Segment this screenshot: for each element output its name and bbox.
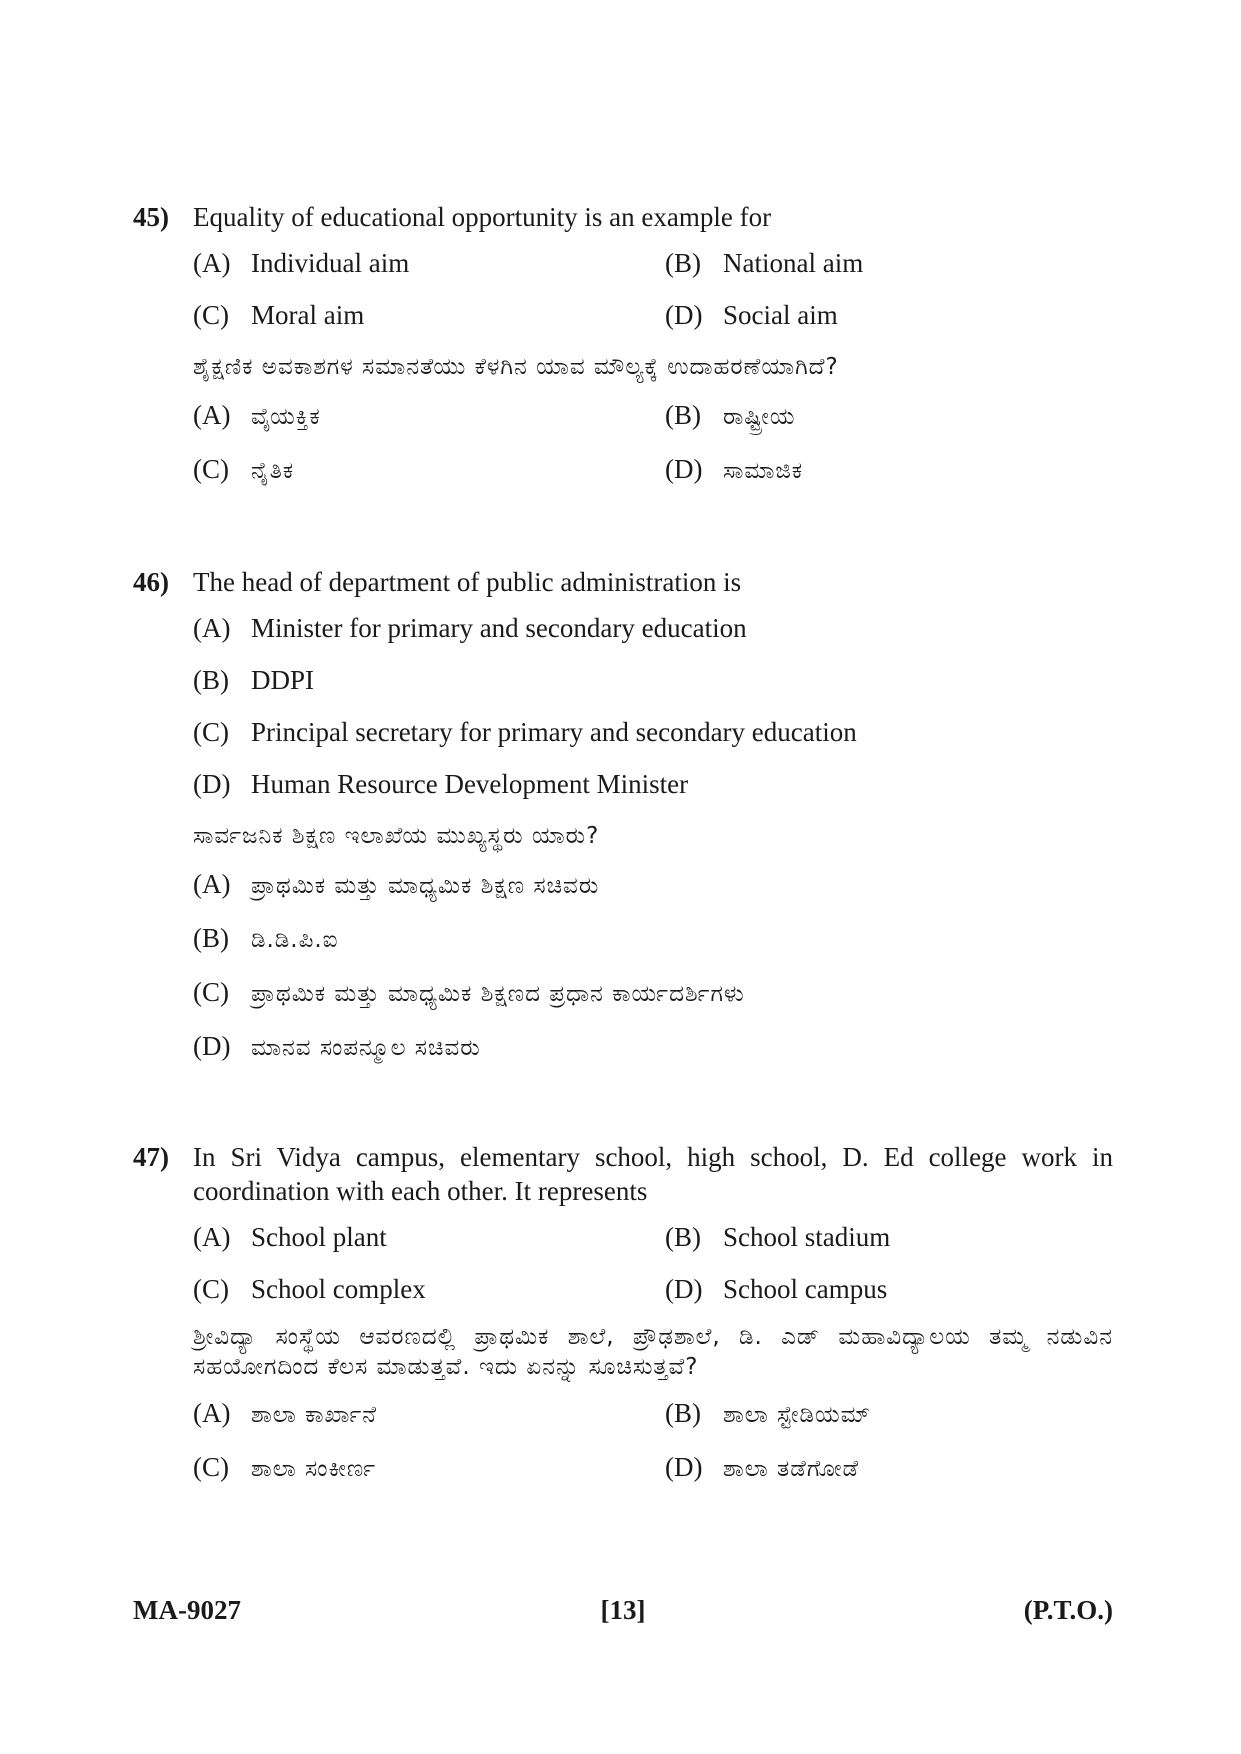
option-a-kannada — [193, 1396, 665, 1432]
option-text: School stadium — [723, 1222, 891, 1252]
option-c — [193, 298, 665, 332]
paper-code: MA-9027 — [133, 1595, 241, 1625]
option-text: Moral aim — [251, 300, 365, 330]
option-label: (C) — [193, 717, 229, 747]
question-number: 46) — [133, 567, 169, 597]
option-label: (B) — [665, 248, 701, 278]
option-text: ರಾಷ್ಟ್ರೀಯ — [723, 404, 796, 430]
option-c — [193, 1272, 665, 1306]
option-text: ಮಾನವ ಸಂಪನ್ಮೂಲ ಸಚಿವರು — [251, 1035, 481, 1061]
option-text: Principal secretary for primary and secondary education — [251, 717, 857, 747]
option-a — [193, 1220, 665, 1254]
option-label: (C) — [193, 1452, 229, 1482]
option-a-kannada — [193, 867, 1113, 903]
option-text: Individual aim — [251, 248, 410, 278]
option-d-kannada — [665, 452, 1113, 488]
question-number: 45) — [133, 202, 169, 232]
option-text: School plant — [251, 1222, 387, 1252]
option-label: (C) — [193, 1274, 229, 1304]
option-text: ಶಾಲಾ ಕಾರ್ಖಾನೆ — [251, 1402, 378, 1428]
option-label: (B) — [665, 1222, 701, 1252]
option-b — [665, 246, 1113, 280]
option-text: National aim — [723, 248, 864, 278]
option-text: ನೈತಿಕ — [251, 458, 295, 484]
please-turn-over: (P.T.O.) — [1023, 1595, 1113, 1625]
option-c — [193, 715, 1113, 749]
option-a — [193, 246, 665, 280]
option-label: (A) — [193, 1398, 231, 1428]
option-text: ಶಾಲಾ ತಡೆಗೋಡೆ — [723, 1456, 860, 1482]
option-b-kannada — [193, 921, 1113, 957]
question-text: The head of department of public administration is — [193, 567, 742, 597]
option-text: Human Resource Development Minister — [251, 769, 689, 799]
option-label: (C) — [193, 454, 229, 484]
question-47 — [133, 1140, 1113, 1486]
option-c-kannada — [193, 452, 665, 488]
option-label: (D) — [665, 1274, 703, 1304]
question-stem — [133, 1140, 1113, 1208]
option-label: (A) — [193, 400, 231, 430]
options-english — [193, 611, 1113, 801]
option-label: (C) — [193, 977, 229, 1007]
option-text: DDPI — [251, 665, 315, 695]
page-footer — [133, 1595, 1113, 1635]
option-text: School complex — [251, 1274, 426, 1304]
option-d-kannada — [193, 1029, 1113, 1065]
options-kannada — [193, 1396, 1113, 1486]
option-d — [665, 1272, 1113, 1306]
question-number: 47) — [133, 1142, 169, 1172]
option-label: (D) — [665, 1452, 703, 1482]
question-46 — [133, 565, 1113, 1065]
option-text: School campus — [723, 1274, 888, 1304]
page-number: [13] — [600, 1595, 646, 1625]
question-45 — [133, 200, 1113, 488]
option-d-kannada — [665, 1450, 1113, 1486]
options-kannada — [193, 398, 1113, 488]
option-text: ಡಿ.ಡಿ.ಪಿ.ಐ — [251, 927, 339, 953]
option-label: (A) — [193, 1222, 231, 1252]
option-text: ಸಾಮಾಜಿಕ — [723, 458, 804, 484]
options-kannada — [193, 867, 1113, 1065]
option-label: (B) — [665, 1398, 701, 1428]
option-text: Minister for primary and secondary education — [251, 613, 747, 643]
option-label: (D) — [193, 769, 231, 799]
option-label: (D) — [665, 300, 703, 330]
option-text: ಪ್ರಾಥಮಿಕ ಮತ್ತು ಮಾಧ್ಯಮಿಕ ಶಿಕ್ಷಣ ಸಚಿವರು — [251, 873, 600, 899]
option-b — [193, 663, 1113, 697]
question-text: In Sri Vidya campus, elementary school, high school, D. Ed college work in coordination with each other. It represents — [193, 1142, 1113, 1206]
option-label: (C) — [193, 300, 229, 330]
options-english — [193, 246, 1113, 332]
option-d — [193, 767, 1113, 801]
question-stem — [133, 200, 1113, 234]
option-c-kannada — [193, 975, 1113, 1011]
option-text: ಶಾಲಾ ಸ್ಟೇಡಿಯಮ್ — [723, 1402, 871, 1428]
option-label: (A) — [193, 613, 231, 643]
question-text-kannada: ಶೈಕ್ಷಣಿಕ ಅವಕಾಶಗಳ ಸಮಾನತೆಯು ಕೆಳಗಿನ ಯಾವ ಮೌಲ್ಯಕ್ಕೆ ಉದಾಹರಣೆಯಾಗಿದೆ? — [193, 354, 839, 380]
option-c-kannada — [193, 1450, 665, 1486]
option-text: ವೈಯಕ್ತಿಕ — [251, 404, 321, 430]
option-d — [665, 298, 1113, 332]
question-text: Equality of educational opportunity is an example for — [193, 202, 772, 232]
options-english — [193, 1220, 1113, 1306]
question-text-kannada: ಶ್ರೀವಿದ್ಯಾ ಸಂಸ್ಥೆಯ ಆವರಣದಲ್ಲಿ ಪ್ರಾಥಮಿಕ ಶಾಲೆ, ಪ್ರೌಢಶಾಲೆ, ಡಿ. ಎಡ್ ಮಹಾವಿದ್ಯಾಲಯ ತಮ್ಮ ನಡುವಿನ ಸಹಯೋಗದಿಂದ ಕೆಲಸ ಮಾಡುತ್ತವೆ. ಇದು ಏನನ್ನು ಸೂಚಿಸುತ್ತವೆ? — [193, 1324, 1113, 1380]
option-text: ಪ್ರಾಥಮಿಕ ಮತ್ತು ಮಾಧ್ಯಮಿಕ ಶಿಕ್ಷಣದ ಪ್ರಧಾನ ಕಾರ್ಯದರ್ಶಿಗಳು — [251, 981, 745, 1007]
option-label: (D) — [665, 454, 703, 484]
question-text-kannada: ಸಾರ್ವಜನಿಕ ಶಿಕ್ಷಣ ಇಲಾಖೆಯ ಮುಖ್ಯಸ್ಥರು ಯಾರು? — [193, 823, 600, 849]
option-b — [665, 1220, 1113, 1254]
option-label: (A) — [193, 869, 231, 899]
option-text: Social aim — [723, 300, 838, 330]
option-label: (A) — [193, 248, 231, 278]
option-label: (B) — [193, 665, 229, 695]
question-stem — [133, 565, 1113, 599]
option-a-kannada — [193, 398, 665, 434]
option-b-kannada — [665, 1396, 1113, 1432]
option-label: (D) — [193, 1031, 231, 1061]
option-a — [193, 611, 1113, 645]
option-label: (B) — [193, 923, 229, 953]
option-label: (B) — [665, 400, 701, 430]
option-text: ಶಾಲಾ ಸಂಕೀರ್ಣ — [251, 1456, 377, 1482]
option-b-kannada — [665, 398, 1113, 434]
